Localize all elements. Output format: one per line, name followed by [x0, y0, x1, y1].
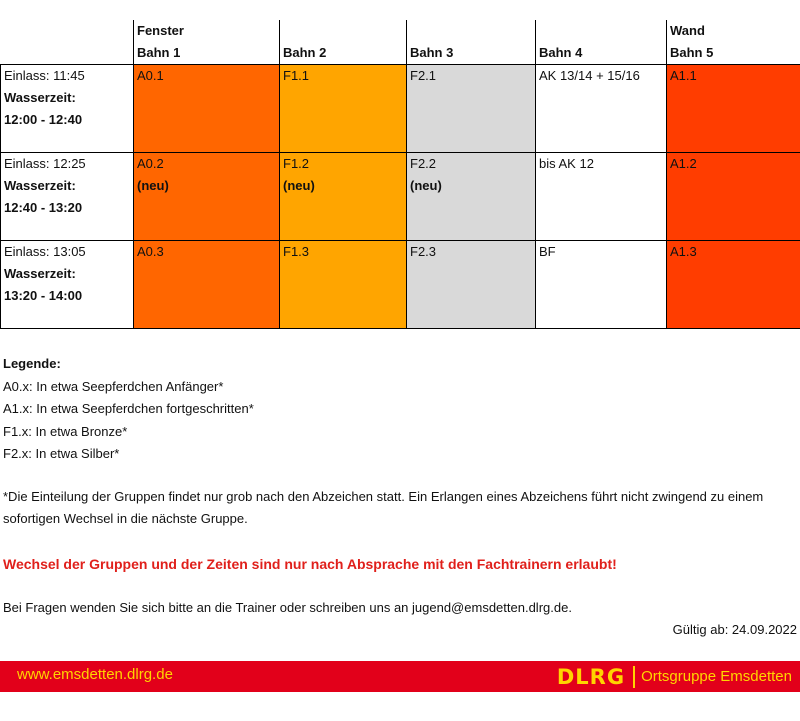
- time-cell: [1, 241, 134, 329]
- group-label: F2.2: [410, 156, 437, 171]
- valid-from: Gültig ab: 24.09.2022: [672, 622, 797, 637]
- lane-cell: [536, 65, 667, 153]
- water-label: Wasserzeit:: [4, 90, 76, 105]
- legend: [3, 353, 254, 466]
- lane-cell: [134, 153, 280, 241]
- group-label: A1.2: [670, 156, 697, 171]
- legend-title: Legende:: [3, 356, 61, 371]
- lane-cell: [407, 65, 536, 153]
- legend-item: A1.x: In etwa Seepferdchen fortgeschritten*: [3, 401, 254, 416]
- lane-cell: [667, 153, 800, 241]
- table-row: [1, 153, 800, 241]
- time-cell: [1, 153, 134, 241]
- table-row: [1, 65, 800, 153]
- lane-cell: [134, 241, 280, 329]
- header-bahn-5: [667, 20, 800, 65]
- legend-item: F2.x: In etwa Silber*: [3, 446, 120, 461]
- header-bahn-2: [280, 20, 407, 65]
- header-bahn-3: [407, 20, 536, 65]
- header-bahn-1-top: Fenster: [137, 23, 184, 38]
- header-bahn-2-name: Bahn 2: [283, 45, 327, 60]
- footer-url-link[interactable]: www.emsdetten.dlrg.de: [17, 666, 173, 683]
- lane-cell: [280, 241, 407, 329]
- lane-cell: [280, 65, 407, 153]
- lane-cell: [667, 65, 800, 153]
- footnote: *Die Einteilung der Gruppen findet nur grob nach den Abzeichen statt. Ein Erlangen eines Abzeichens führt nicht zwingend zu einem sofortigen Wechsel in die nächste Gruppe.: [3, 489, 764, 526]
- group-label: A0.3: [137, 244, 164, 259]
- group-label: F1.2: [283, 156, 310, 171]
- group-label: A1.3: [670, 244, 697, 259]
- group-label: F2.3: [410, 244, 437, 259]
- group-label: bis AK 12: [539, 156, 594, 171]
- footer-org-name: Ortsgruppe Emsdetten: [641, 668, 792, 685]
- footer-brand: [557, 664, 792, 689]
- group-label: A0.1: [137, 68, 164, 83]
- new-badge: (neu): [283, 178, 315, 193]
- schedule-table: [0, 20, 800, 329]
- group-label: AK 13/14 + 15/16: [539, 68, 640, 83]
- water-label: Wasserzeit:: [4, 266, 76, 281]
- header-bahn-4-name: Bahn 4: [539, 45, 583, 60]
- group-label: F2.1: [410, 68, 437, 83]
- entry-time: Einlass: 12:25: [4, 156, 86, 171]
- new-badge: (neu): [410, 178, 442, 193]
- entry-time: Einlass: 13:05: [4, 244, 86, 259]
- group-label: A1.1: [670, 68, 697, 83]
- lane-cell: [536, 241, 667, 329]
- header-bahn-4: [536, 20, 667, 65]
- group-label: BF: [539, 244, 556, 259]
- entry-time: Einlass: 11:45: [4, 68, 85, 83]
- contact-text: Bei Fragen wenden Sie sich bitte an die Trainer oder schreiben uns an jugend@emsdetten.dlrg.de.: [3, 600, 572, 615]
- warning-text: Wechsel der Gruppen und der Zeiten sind nur nach Absprache mit den Fachtrainern erlaubt!: [3, 556, 617, 572]
- group-label: A0.2: [137, 156, 164, 171]
- lane-cell: [134, 65, 280, 153]
- legend-item: F1.x: In etwa Bronze*: [3, 423, 128, 439]
- group-label: F1.3: [283, 244, 310, 259]
- water-time: 12:00 - 12:40: [4, 112, 83, 127]
- time-cell: [1, 65, 134, 153]
- water-time: 13:20 - 14:00: [4, 288, 83, 303]
- water-label: Wasserzeit:: [4, 178, 76, 193]
- new-badge: (neu): [137, 178, 169, 193]
- lane-cell: [536, 153, 667, 241]
- water-time: 12:40 - 13:20: [4, 200, 83, 215]
- legend-item: A0.x: In etwa Seepferdchen Anfänger*: [3, 378, 224, 394]
- header-corner: [1, 20, 134, 65]
- footer-bar: [0, 661, 800, 692]
- group-label: F1.1: [283, 68, 310, 83]
- header-bahn-1: [134, 20, 280, 65]
- lane-cell: [667, 241, 800, 329]
- header-row: [1, 20, 800, 65]
- table-row: [1, 241, 800, 329]
- header-bahn-5-name: Bahn 5: [670, 45, 714, 60]
- footer-divider: [633, 666, 635, 688]
- lane-cell: [407, 153, 536, 241]
- lane-cell: [280, 153, 407, 241]
- dlrg-logo: DLRG: [556, 664, 626, 689]
- lane-cell: [407, 241, 536, 329]
- header-bahn-1-name: Bahn 1: [137, 45, 181, 60]
- header-bahn-3-name: Bahn 3: [410, 45, 454, 60]
- header-bahn-5-top: Wand: [670, 23, 705, 38]
